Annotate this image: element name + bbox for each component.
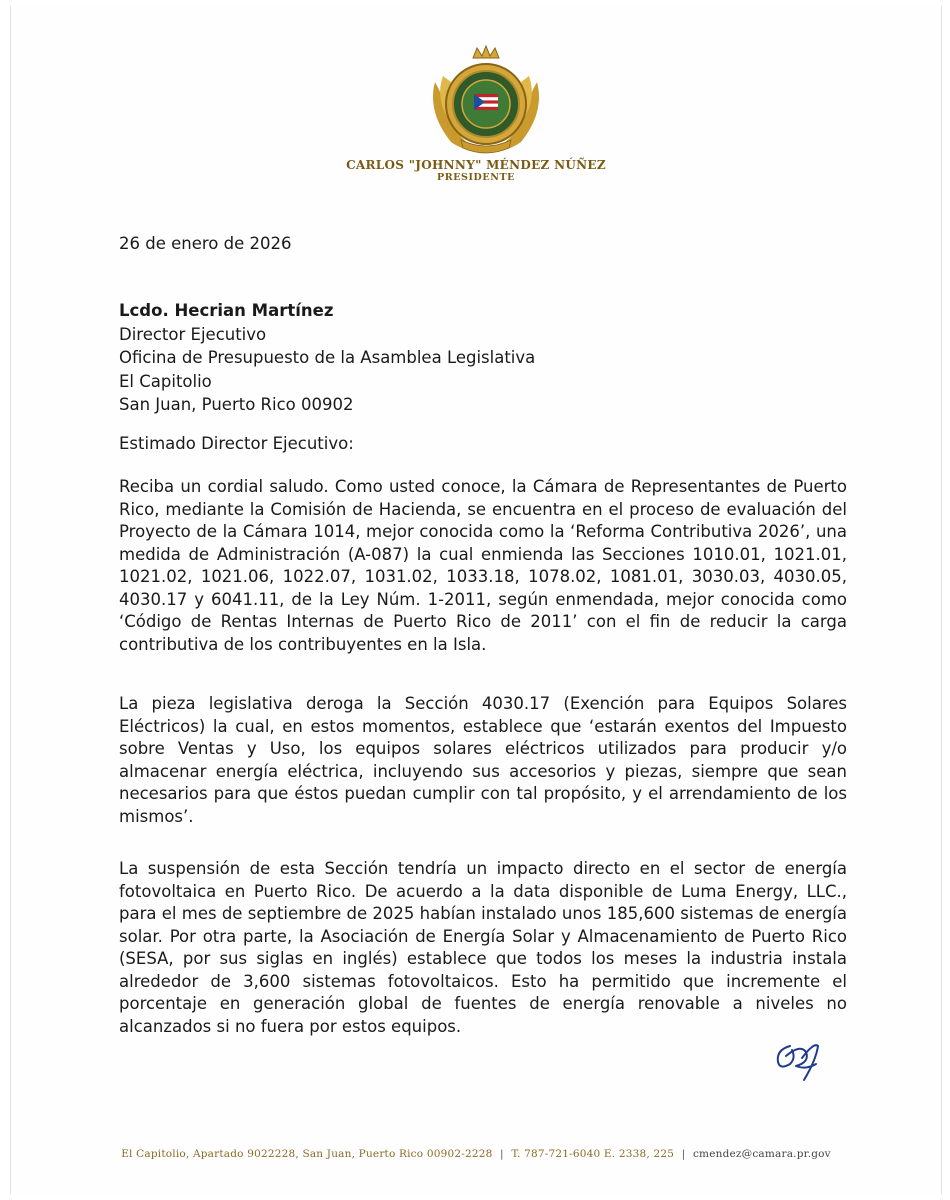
letter-page bbox=[10, 6, 942, 1194]
recipient-name: Lcdo. Hecrian Martínez bbox=[119, 301, 334, 320]
recipient-title: Director Ejecutivo bbox=[119, 324, 267, 344]
recipient-building: El Capitolio bbox=[119, 371, 212, 391]
salutation: Estimado Director Ejecutivo: bbox=[119, 434, 354, 453]
footer-separator: | bbox=[500, 1148, 504, 1160]
letter-date: 26 de enero de 2026 bbox=[119, 234, 292, 253]
recipient-office: Oficina de Presupuesto de la Asamblea Legislativa bbox=[119, 348, 536, 367]
body-paragraph: La pieza legislativa deroga la Sección 4030.17 (Exención para Equipos Solares Eléctricos) la cual, en estos momentos, establece que ‘estarán exentos del Impuesto sobre Ventas y Uso, los equipos solares eléctricos utilizados para producir y/o almacenar energía eléctrica, incluyendo sus accesorios y piezas, siempre que sean necesarios para que éstos puedan cumplir con tal propósito, y el arrendamiento de los mismos’. bbox=[119, 694, 847, 826]
president-name: CARLOS "JOHNNY" MÉNDEZ NÚÑEZ bbox=[346, 158, 606, 172]
chamber-seal-icon bbox=[421, 42, 551, 162]
body-paragraph: La suspensión de esta Sección tendría un impacto directo en el sector de energía fotovoltaica en Puerto Rico. De acuerdo a la data disponible de Luma Energy, LLC., para el mes de septiembre de 2025 habían instalado unos 185,600 sistemas de energía solar. Por otra parte, la Asociación de Energía Solar y Almacenamiento de Puerto Rico (SESA, por sus siglas en inglés) establece que todos los meses la industria instala alrededor de 3,600 sistemas fotovoltaicos. Esto ha permitido que incremente el porcentaje en generación global de fuentes de energía renovable a niveles no alcanzados si no fuera por estos equipos. bbox=[119, 859, 847, 1036]
footer bbox=[11, 1148, 941, 1160]
recipient-block bbox=[119, 299, 535, 417]
body-paragraph: Reciba un cordial saludo. Como usted conoce, la Cámara de Representantes de Puerto Rico, mediante la Comisión de Hacienda, se encuentra en el proceso de evaluación del Proyecto de la Cámara 1014, mejor conocida como la ‘Reforma Contributiva 2026’, una medida de Administración (A-087) la cual enmienda las Secciones 1010.01, 1021.01, 1021.02, 1021.06, 1022.07, 1031.02, 1033.18, 1078.02, 1081.01, 3030.03, 4030.05, 4030.17 y 6041.11, de la Ley Núm. 1-2011, según enmendada, mejor conocida como ‘Código de Rentas Internas de Puerto Rico de 2011’ con el fin de reducir la carga contributiva de los contribuyentes en la Isla. bbox=[119, 477, 847, 654]
president-title: PRESIDENTE bbox=[436, 172, 516, 183]
footer-email[interactable]: cmendez@camara.pr.gov bbox=[692, 1148, 831, 1160]
initials-signature-icon bbox=[766, 1036, 826, 1086]
footer-phone: T. 787-721-6040 E. 2338, 225 bbox=[511, 1148, 675, 1160]
footer-separator: | bbox=[681, 1148, 686, 1160]
recipient-city: San Juan, Puerto Rico 00902 bbox=[119, 395, 354, 414]
footer-address: El Capitolio, Apartado 9022228, San Juan, Puerto Rico 00902-2228 bbox=[121, 1148, 493, 1160]
